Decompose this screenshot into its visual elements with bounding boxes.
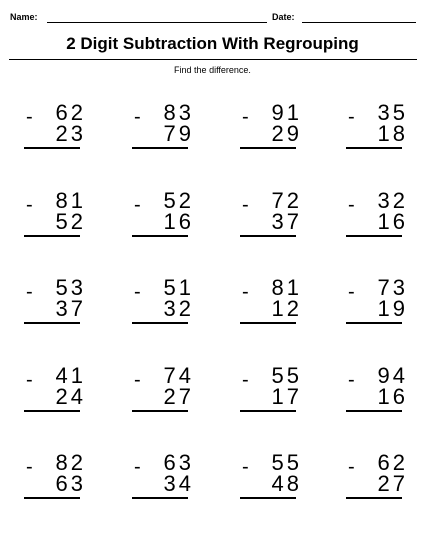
problem-7 <box>240 190 310 248</box>
problem-12 <box>346 277 416 335</box>
answer-line <box>240 147 296 149</box>
minus-sign: - <box>348 369 355 391</box>
minuend: 35 <box>377 100 408 125</box>
problem-16 <box>346 365 416 423</box>
subtrahend: 23 <box>55 121 86 146</box>
minuend: 81 <box>55 188 86 213</box>
minus-sign: - <box>134 106 141 128</box>
minuend: 63 <box>163 450 194 475</box>
subtrahend: 79 <box>163 121 194 146</box>
instructions-text: Find the difference. <box>174 65 251 75</box>
answer-line <box>24 235 80 237</box>
answer-line <box>132 410 188 412</box>
problem-11 <box>240 277 310 335</box>
problem-18 <box>132 452 202 510</box>
minuend: 32 <box>377 188 408 213</box>
subtrahend: 29 <box>271 121 302 146</box>
answer-line <box>346 235 402 237</box>
answer-line <box>346 322 402 324</box>
subtrahend: 24 <box>55 384 86 409</box>
minuend: 52 <box>163 188 194 213</box>
problem-15 <box>240 365 310 423</box>
answer-line <box>240 410 296 412</box>
subtrahend: 63 <box>55 471 86 496</box>
minus-sign: - <box>242 194 249 216</box>
problem-2 <box>132 102 202 160</box>
answer-line <box>24 410 80 412</box>
worksheet-header <box>10 12 416 28</box>
answer-line <box>240 322 296 324</box>
minus-sign: - <box>348 281 355 303</box>
minus-sign: - <box>26 194 33 216</box>
problem-3 <box>240 102 310 160</box>
problem-19 <box>240 452 310 510</box>
subtrahend: 37 <box>271 209 302 234</box>
subtrahend: 27 <box>377 471 408 496</box>
date-blank-line[interactable] <box>302 22 416 23</box>
problem-1 <box>24 102 94 160</box>
minuend: 81 <box>271 275 302 300</box>
problem-5 <box>24 190 94 248</box>
minus-sign: - <box>26 281 33 303</box>
answer-line <box>132 497 188 499</box>
answer-line <box>240 497 296 499</box>
minuend: 72 <box>271 188 302 213</box>
answer-line <box>132 322 188 324</box>
minuend: 55 <box>271 363 302 388</box>
minus-sign: - <box>242 106 249 128</box>
problem-14 <box>132 365 202 423</box>
minuend: 41 <box>55 363 86 388</box>
problem-13 <box>24 365 94 423</box>
problem-20 <box>346 452 416 510</box>
subtrahend: 16 <box>377 209 408 234</box>
subtrahend: 16 <box>163 209 194 234</box>
minus-sign: - <box>134 369 141 391</box>
minus-sign: - <box>348 106 355 128</box>
minuend: 51 <box>163 275 194 300</box>
problem-9 <box>24 277 94 335</box>
date-label: Date: <box>272 12 295 22</box>
page-title: 2 Digit Subtraction With Regrouping <box>66 34 359 53</box>
minus-sign: - <box>26 369 33 391</box>
subtrahend: 12 <box>271 296 302 321</box>
minuend: 82 <box>55 450 86 475</box>
name-blank-line[interactable] <box>47 22 267 23</box>
problem-8 <box>346 190 416 248</box>
answer-line <box>24 497 80 499</box>
subtrahend: 16 <box>377 384 408 409</box>
subtrahend: 32 <box>163 296 194 321</box>
minus-sign: - <box>134 194 141 216</box>
minus-sign: - <box>348 456 355 478</box>
minuend: 62 <box>55 100 86 125</box>
problem-10 <box>132 277 202 335</box>
minus-sign: - <box>134 281 141 303</box>
subtrahend: 52 <box>55 209 86 234</box>
problem-17 <box>24 452 94 510</box>
name-label: Name: <box>10 12 38 22</box>
answer-line <box>132 235 188 237</box>
minus-sign: - <box>134 456 141 478</box>
minus-sign: - <box>348 194 355 216</box>
answer-line <box>132 147 188 149</box>
answer-line <box>240 235 296 237</box>
minuend: 55 <box>271 450 302 475</box>
subtrahend: 17 <box>271 384 302 409</box>
minuend: 91 <box>271 100 302 125</box>
minuend: 83 <box>163 100 194 125</box>
minuend: 73 <box>377 275 408 300</box>
problem-6 <box>132 190 202 248</box>
answer-line <box>24 322 80 324</box>
minus-sign: - <box>242 281 249 303</box>
answer-line <box>24 147 80 149</box>
answer-line <box>346 497 402 499</box>
answer-line <box>346 147 402 149</box>
subtrahend: 18 <box>377 121 408 146</box>
subtrahend: 37 <box>55 296 86 321</box>
subtrahend: 27 <box>163 384 194 409</box>
minuend: 53 <box>55 275 86 300</box>
subtrahend: 48 <box>271 471 302 496</box>
minus-sign: - <box>26 456 33 478</box>
minus-sign: - <box>242 369 249 391</box>
minus-sign: - <box>242 456 249 478</box>
subtrahend: 34 <box>163 471 194 496</box>
subtrahend: 19 <box>377 296 408 321</box>
problem-4 <box>346 102 416 160</box>
minuend: 74 <box>163 363 194 388</box>
answer-line <box>346 410 402 412</box>
minuend: 62 <box>377 450 408 475</box>
title-divider <box>9 59 417 60</box>
minus-sign: - <box>26 106 33 128</box>
minuend: 94 <box>377 363 408 388</box>
